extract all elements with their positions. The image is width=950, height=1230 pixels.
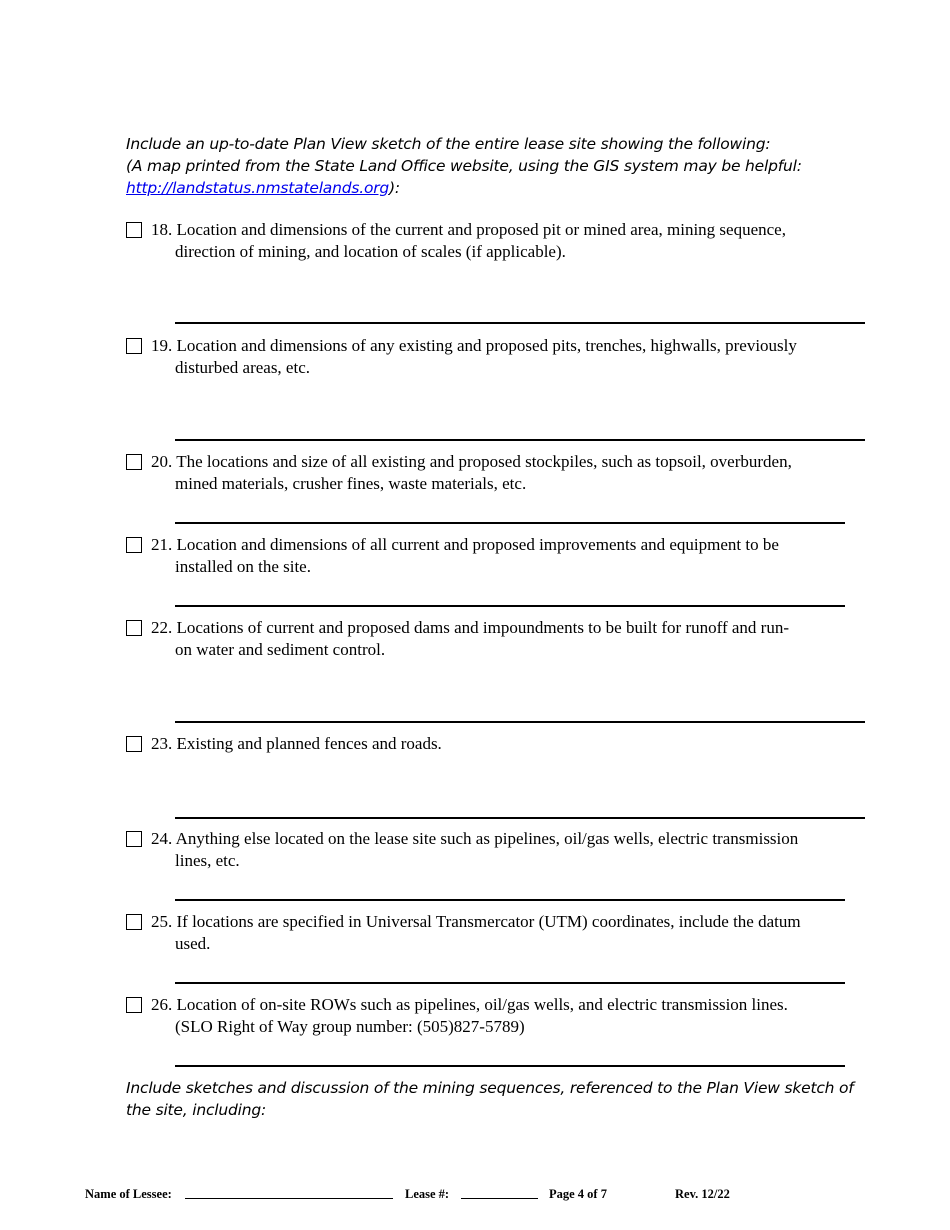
item-number: 22. xyxy=(151,618,173,637)
instruction-line: Include sketches and discussion of the mining sequences, referenced to the Plan View sketch of xyxy=(126,1079,854,1097)
item-19-checkbox[interactable] xyxy=(126,338,142,354)
item-text-continued: (SLO Right of Way group number: (505)827-5789) xyxy=(175,1017,525,1036)
item-text: The locations and size of all existing and proposed stockpiles, such as topsoil, overburden, xyxy=(176,452,792,471)
item-text: Anything else located on the lease site such as pipelines, oil/gas wells, electric transmission xyxy=(175,829,799,848)
lessee-name-field[interactable] xyxy=(185,1186,393,1199)
item-number: 20. xyxy=(151,452,173,471)
item-number: 24. xyxy=(151,829,173,848)
item-20-checkbox[interactable] xyxy=(126,454,142,470)
answer-line-20[interactable] xyxy=(175,522,845,524)
answer-line-18[interactable] xyxy=(175,322,865,324)
item-number: 26. xyxy=(151,995,173,1014)
item-text: Locations of current and proposed dams and impoundments to be built for runoff and run- xyxy=(176,618,789,637)
lessee-label: Name of Lessee: xyxy=(85,1187,172,1201)
answer-line-21[interactable] xyxy=(175,605,845,607)
page-footer xyxy=(85,1187,885,1207)
item-text: Existing and planned fences and roads. xyxy=(176,734,442,753)
instruction-line: (A map printed from the State Land Office website, using the GIS system may be helpful: xyxy=(126,157,802,175)
item-number: 25. xyxy=(151,912,173,931)
answer-line-19[interactable] xyxy=(175,439,865,441)
item-text: Location and dimensions of the current and proposed pit or mined area, mining sequence, xyxy=(176,220,786,239)
answer-line-25[interactable] xyxy=(175,982,845,984)
item-text-continued: lines, etc. xyxy=(175,851,240,870)
item-text-continued: disturbed areas, etc. xyxy=(175,358,310,377)
item-text-continued: used. xyxy=(175,934,211,953)
instruction-tail: ): xyxy=(389,179,400,197)
answer-line-22[interactable] xyxy=(175,721,865,723)
item-25-checkbox[interactable] xyxy=(126,914,142,930)
item-text-continued: installed on the site. xyxy=(175,557,311,576)
item-text-continued: on water and sediment control. xyxy=(175,640,386,659)
instruction-link-line xyxy=(126,177,866,199)
item-text: Location and dimensions of any existing and proposed pits, trenches, highwalls, previously xyxy=(176,336,797,355)
item-number: 23. xyxy=(151,734,173,753)
instruction-line: Include an up-to-date Plan View sketch of the entire lease site showing the following: xyxy=(126,135,771,153)
mining-sequence-instructions xyxy=(126,1077,866,1121)
item-number: 19. xyxy=(151,336,173,355)
landstatus-link[interactable]: http://landstatus.nmstatelands.org xyxy=(126,179,390,197)
answer-line-26[interactable] xyxy=(175,1065,845,1067)
item-26-checkbox[interactable] xyxy=(126,997,142,1013)
item-text: If locations are specified in Universal Transmercator (UTM) coordinates, include the datum xyxy=(176,912,801,931)
item-24-checkbox[interactable] xyxy=(126,831,142,847)
item-text: Location of on-site ROWs such as pipelines, oil/gas wells, and electric transmission lines. xyxy=(176,995,788,1014)
item-text-continued: direction of mining, and location of scales (if applicable). xyxy=(175,242,566,261)
item-number: 18. xyxy=(151,220,173,239)
answer-line-24[interactable] xyxy=(175,899,845,901)
item-text-continued: mined materials, crusher fines, waste materials, etc. xyxy=(175,474,527,493)
lease-label: Lease #: xyxy=(405,1187,450,1201)
plan-view-instructions xyxy=(126,133,866,199)
item-23-checkbox[interactable] xyxy=(126,736,142,752)
item-text: Location and dimensions of all current and proposed improvements and equipment to be xyxy=(176,535,779,554)
instruction-line: the site, including: xyxy=(126,1101,267,1119)
answer-line-23[interactable] xyxy=(175,817,865,819)
item-number: 21. xyxy=(151,535,173,554)
item-22-checkbox[interactable] xyxy=(126,620,142,636)
item-21-checkbox[interactable] xyxy=(126,537,142,553)
revision: Rev. 12/22 xyxy=(675,1187,730,1201)
page-number: Page 4 of 7 xyxy=(549,1187,607,1201)
item-18-checkbox[interactable] xyxy=(126,222,142,238)
lease-number-field[interactable] xyxy=(461,1186,538,1199)
